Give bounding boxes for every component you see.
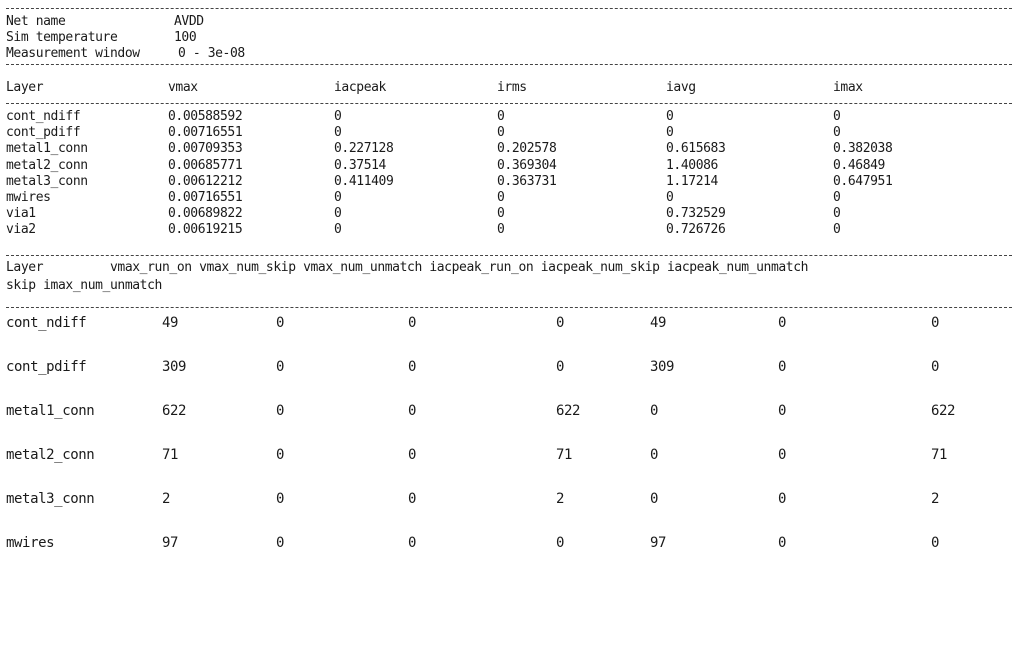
table2-cell: 0	[408, 491, 417, 507]
table2-cell: 97	[650, 535, 667, 551]
table1-col-header-5: imax	[833, 80, 863, 95]
table1-cell: metal2_conn	[6, 157, 88, 173]
table2-cell: 49	[162, 315, 179, 331]
table2-cell: 2	[162, 491, 171, 507]
table1-cell: cont_ndiff	[6, 109, 81, 124]
table1-cell: via2	[6, 222, 36, 238]
top-divider	[6, 8, 1012, 9]
table2-cell: 0	[408, 535, 417, 551]
sim-temperature-value: 100	[174, 30, 197, 45]
table2-cell: 49	[650, 315, 667, 331]
table1-cell: 0.37514	[334, 157, 386, 173]
table1-cell: 0	[497, 125, 505, 141]
table1-cell: 0	[833, 222, 841, 238]
table1-cell: 0.00685771	[168, 157, 243, 173]
table2-cell: 0	[276, 403, 285, 419]
sim-temperature-label: Sim temperature	[6, 30, 118, 45]
table1-cell: 0.726726	[666, 222, 726, 238]
table1-cell: 0	[497, 190, 505, 205]
table1-cell: 0	[833, 109, 841, 124]
table2-cell: 0	[778, 491, 787, 507]
table2-cell: 0	[276, 447, 285, 463]
table2-cell: 0	[408, 359, 417, 375]
table1-cell: 0.202578	[497, 141, 557, 157]
table1-cell: cont_pdiff	[6, 125, 81, 141]
table1-cell: 0.00612212	[168, 173, 243, 189]
table1-cell: 0.411409	[334, 173, 394, 189]
table1-col-header-3: irms	[497, 80, 527, 95]
table1-cell: 1.40086	[666, 157, 718, 173]
table1-cell: 0	[497, 206, 505, 222]
table2-cell: 622	[931, 403, 956, 419]
table2-cell: 0	[650, 491, 659, 507]
measurement-window-label: Measurement window	[6, 46, 140, 61]
table2-cell: 0	[556, 359, 565, 375]
table1-cell: 0	[666, 125, 674, 141]
net-name-value: AVDD	[174, 14, 204, 29]
table1-col-header-0: Layer	[6, 80, 44, 95]
table1-header-divider	[6, 103, 1012, 104]
table1-cell: 0	[833, 206, 841, 222]
table1-cell: 0.46849	[833, 157, 885, 173]
table1-cell: mwires	[6, 190, 51, 205]
table2-cell: 0	[276, 315, 285, 331]
table1-col-header-4: iavg	[666, 80, 696, 95]
table2-cell: cont_pdiff	[6, 359, 87, 375]
table1-cell: via1	[6, 206, 36, 222]
table1-cell: 0.00619215	[168, 222, 243, 238]
table2-cell: 2	[556, 491, 565, 507]
table1-cell: 0.227128	[334, 141, 394, 157]
table2-cell: 0	[408, 447, 417, 463]
table2-header-line2: skip imax_num_unmatch	[6, 278, 162, 293]
table2-cell: 309	[162, 359, 187, 375]
table2-cell: 71	[556, 447, 573, 463]
table1-cell: 0	[833, 190, 841, 205]
table1-cell: 0.647951	[833, 173, 893, 189]
table2-cell: mwires	[6, 535, 55, 551]
table2-header-line1: Layer vmax_run_on vmax_num_skip vmax_num_unmatch iacpeak_run_on iacpeak_num_skip iacpeak_num_unmatch	[6, 260, 809, 275]
table1-cell: 0.00689822	[168, 206, 243, 222]
table1-cell: 0	[666, 190, 674, 205]
table2-cell: 0	[556, 535, 565, 551]
table2-top-divider	[6, 255, 1012, 256]
table1-col-header-2: iacpeak	[334, 80, 386, 95]
table1-cell: 0	[334, 190, 342, 205]
table1-cell: 0	[334, 222, 342, 238]
table1-cell: 0.363731	[497, 173, 557, 189]
table2-cell: 0	[778, 535, 787, 551]
table2-cell: metal3_conn	[6, 491, 95, 507]
table2-cell: 622	[556, 403, 581, 419]
table1-cell: metal1_conn	[6, 141, 88, 157]
table1-cell: 0	[497, 222, 505, 238]
table2-cell: metal1_conn	[6, 403, 95, 419]
table1-cell: 0.369304	[497, 157, 557, 173]
table2-cell: 0	[931, 535, 940, 551]
table1-cell: 0	[334, 109, 342, 124]
table2-cell: 97	[162, 535, 179, 551]
table2-cell: metal2_conn	[6, 447, 95, 463]
table2-cell: 71	[162, 447, 179, 463]
table2-cell: 622	[162, 403, 187, 419]
table2-cell: 0	[778, 403, 787, 419]
table2-cell: 71	[931, 447, 948, 463]
table1-cell: 0.00716551	[168, 190, 243, 205]
table2-cell: 0	[931, 359, 940, 375]
table1-cell: 0.00716551	[168, 125, 243, 141]
table2-cell: 0	[276, 359, 285, 375]
table2-cell: 0	[556, 315, 565, 331]
table2-cell: 2	[931, 491, 940, 507]
table1-cell: 0.382038	[833, 141, 893, 157]
table2-header-divider	[6, 307, 1012, 308]
table1-col-header-1: vmax	[168, 80, 198, 95]
table2-cell: cont_ndiff	[6, 315, 87, 331]
table1-cell: 0.00588592	[168, 109, 243, 124]
table2-cell: 0	[650, 403, 659, 419]
table2-cell: 0	[408, 403, 417, 419]
table1-cell: 1.17214	[666, 173, 718, 189]
table2-cell: 0	[276, 491, 285, 507]
table2-cell: 309	[650, 359, 675, 375]
table2-cell: 0	[778, 447, 787, 463]
table1-cell: 0	[334, 206, 342, 222]
net-name-label: Net name	[6, 14, 66, 29]
table2-cell: 0	[276, 535, 285, 551]
table1-cell: 0	[833, 125, 841, 141]
table1-cell: 0.00709353	[168, 141, 243, 157]
table1-cell: 0.732529	[666, 206, 726, 222]
table1-cell: 0	[497, 109, 505, 124]
table2-cell: 0	[778, 359, 787, 375]
table1-cell: 0.615683	[666, 141, 726, 157]
table1-cell: 0	[666, 109, 674, 124]
measurement-window-value: 0 - 3e-08	[178, 46, 245, 61]
table1-cell: 0	[334, 125, 342, 141]
table1-top-divider	[6, 64, 1012, 65]
table1-cell: metal3_conn	[6, 173, 88, 189]
table2-cell: 0	[650, 447, 659, 463]
table2-cell: 0	[408, 315, 417, 331]
table2-cell: 0	[931, 315, 940, 331]
table2-cell: 0	[778, 315, 787, 331]
